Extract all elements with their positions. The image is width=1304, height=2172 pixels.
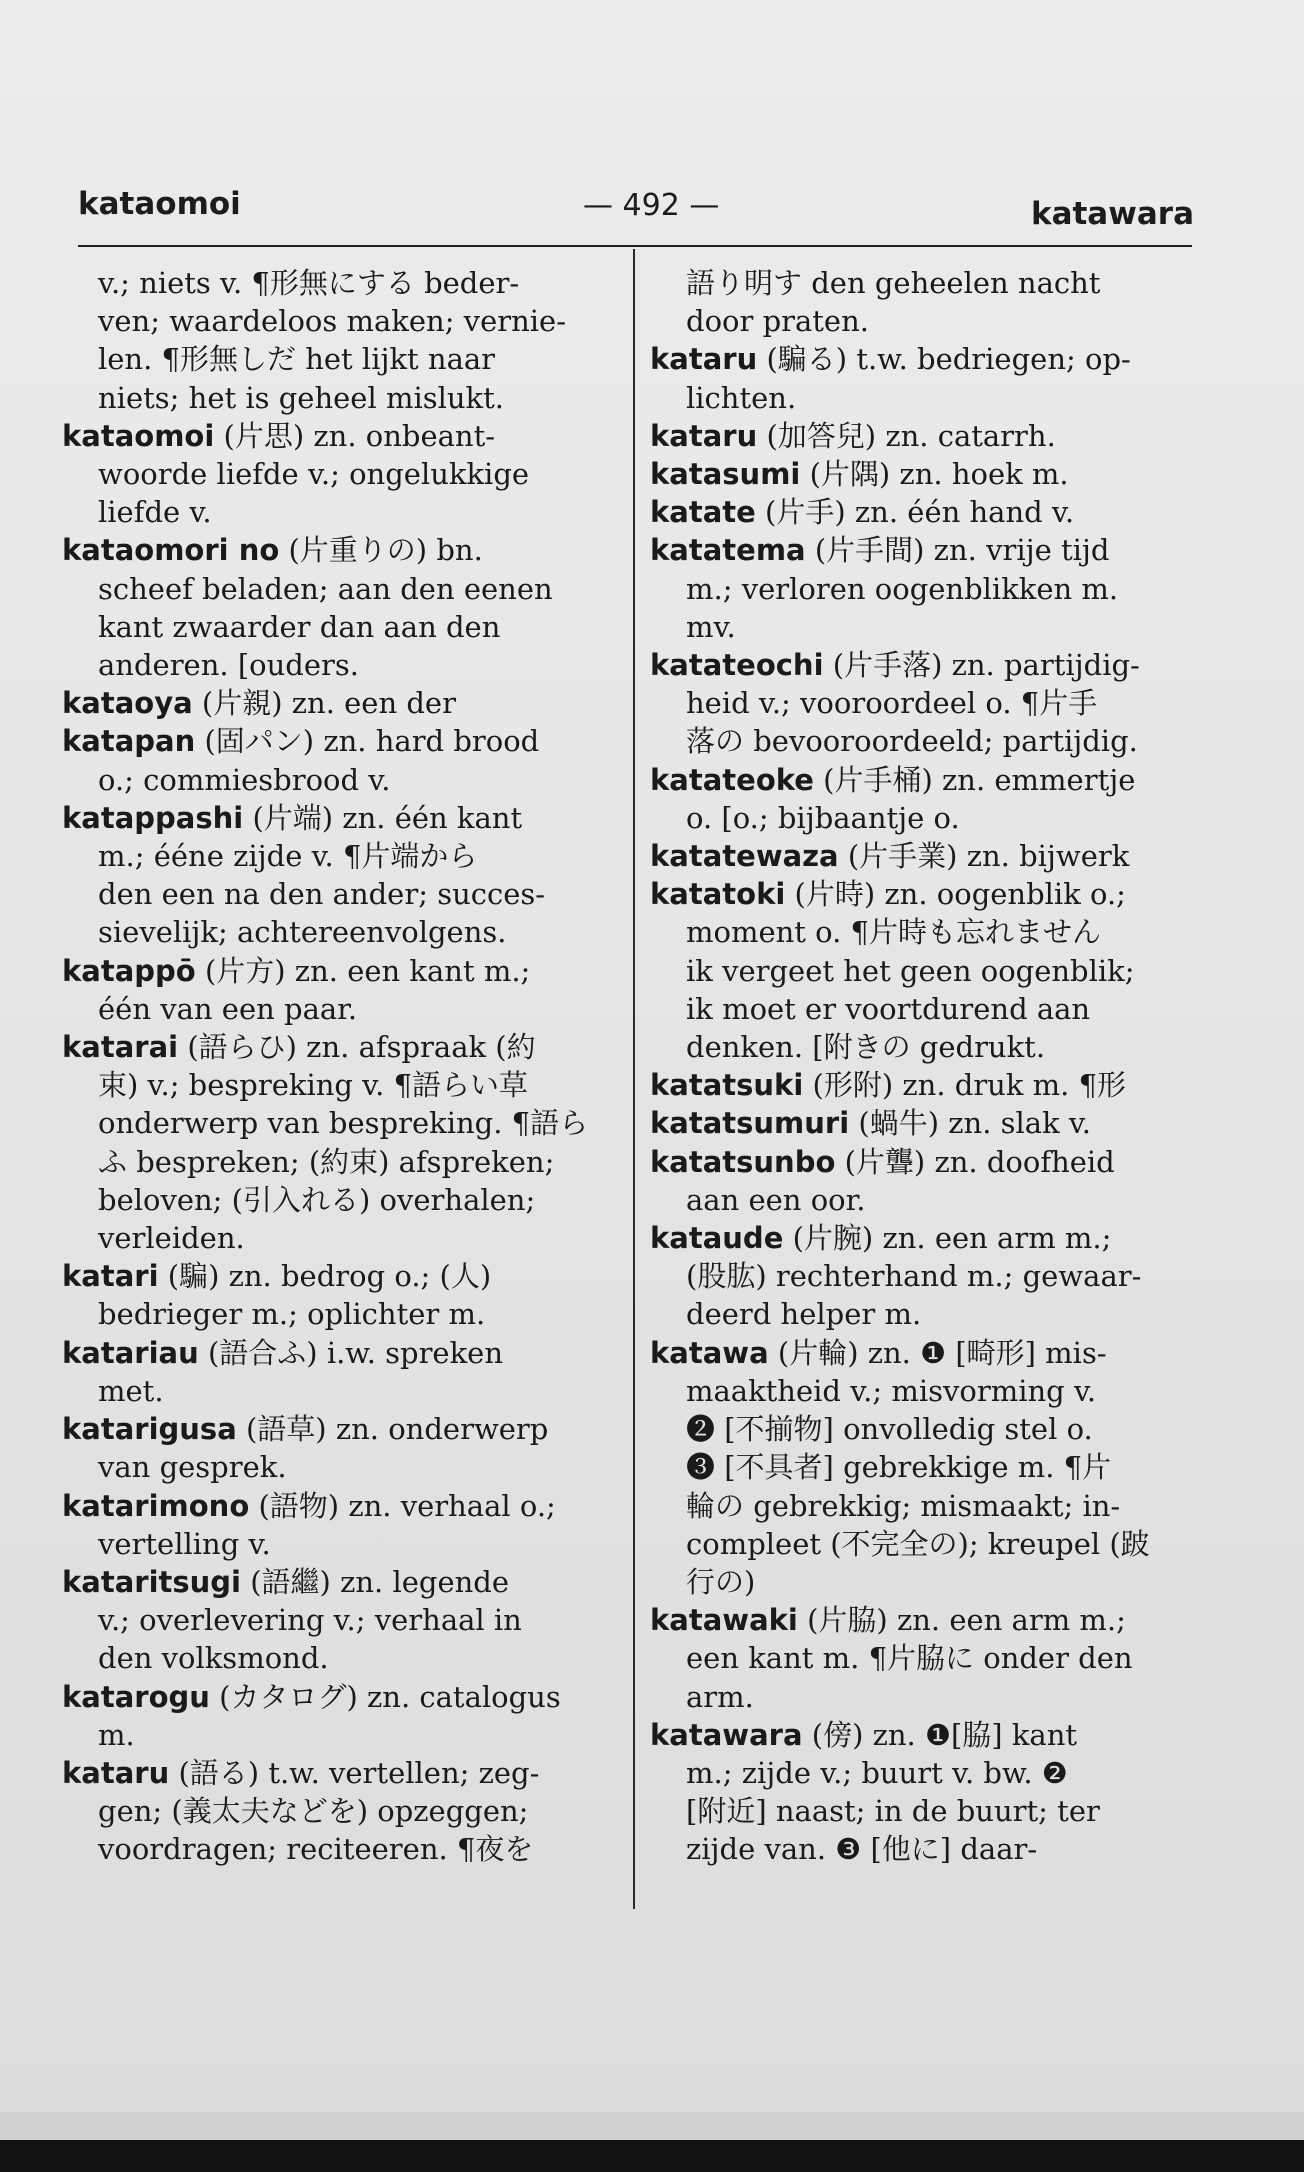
entry-text: 束) v.; bespreking v. ¶語らい草 [98, 1068, 529, 1103]
dictionary-entry [62, 1257, 614, 1333]
entry-text: m.; zijde v.; buurt v. bw. ❷ [686, 1755, 1068, 1790]
entry-text: (片手業) zn. bijwerk [838, 839, 1130, 874]
entry-headword: katappō [62, 953, 196, 988]
entry-text: o. [o.; bijbaantje o. [686, 800, 960, 835]
entry-text: 輪の gebrekkig; mismaakt; in- [686, 1488, 1121, 1523]
entry-text: (片思) zn. onbeant- [214, 418, 496, 453]
entry-line [62, 913, 614, 951]
entry-text: arm. [686, 1679, 754, 1714]
dictionary-entry [650, 1601, 1198, 1716]
entry-text: compleet (不完全の); kreupel (跛 [686, 1526, 1150, 1561]
entry-text: (片方) zn. een kant m.; [195, 953, 531, 988]
entry-line [62, 761, 614, 799]
entry-line [650, 1716, 1198, 1754]
entry-headword: katatsuki [650, 1068, 804, 1103]
entry-text: [附近] naast; in de buurt; ter [686, 1794, 1100, 1829]
entry-line [62, 1181, 614, 1219]
entry-text: o.; commiesbrood v. [98, 762, 391, 797]
entry-line [650, 1525, 1198, 1563]
entry-headword: katappashi [62, 800, 244, 835]
entry-line [62, 1448, 614, 1486]
entry-line [62, 1257, 614, 1295]
left-column [62, 264, 614, 1869]
entry-line [650, 1104, 1198, 1142]
entry-text: m.; ééne zijde v. ¶片端から [98, 839, 478, 874]
entry-text: voordragen; reciteeren. ¶夜を [98, 1832, 534, 1867]
entry-line [62, 1143, 614, 1181]
entry-line [650, 1257, 1198, 1295]
entry-line [650, 1219, 1198, 1257]
entry-headword: katawa [650, 1335, 769, 1370]
entry-headword: katate [650, 495, 756, 530]
entry-line [650, 531, 1198, 569]
dictionary-entry [650, 837, 1198, 875]
dictionary-entry [650, 1219, 1198, 1334]
entry-text: bedrieger m.; oplichter m. [98, 1297, 486, 1332]
entry-headword: katasumi [650, 457, 801, 492]
entry-text: (騙) zn. bedrog o.; (人) [158, 1259, 492, 1294]
entry-text: vertelling v. [98, 1526, 271, 1561]
entry-line [650, 608, 1198, 646]
entry-text: m. [98, 1717, 135, 1752]
header-right-headword: katawara [1030, 196, 1194, 232]
entry-line [62, 1601, 614, 1639]
entry-line [62, 1295, 614, 1333]
entry-line [650, 455, 1198, 493]
dictionary-entry [62, 417, 614, 532]
entry-line [650, 264, 1198, 302]
entry-text: heid v.; vooroordeel o. ¶片手 [686, 686, 1098, 721]
entry-line [650, 1754, 1198, 1792]
entry-text: lichten. [686, 380, 797, 415]
entry-text: liefde v. [98, 495, 212, 530]
entry-line [62, 1410, 614, 1448]
page-shadow [0, 2112, 1304, 2140]
entry-headword: katari [62, 1259, 159, 1294]
entry-line [650, 1448, 1198, 1486]
entry-text: (片親) zn. een der [192, 686, 456, 721]
entry-text: (片隅) zn. hoek m. [800, 457, 1069, 492]
entry-text: ik moet er voortdurend aan [686, 991, 1091, 1026]
entry-line [62, 302, 614, 340]
dictionary-entry [650, 646, 1198, 761]
entry-line [650, 417, 1198, 455]
dictionary-entry [650, 340, 1198, 416]
entry-line [650, 1563, 1198, 1601]
dictionary-entry [650, 1104, 1198, 1142]
page-edge [0, 2140, 1304, 2172]
dictionary-entry [62, 684, 614, 722]
dictionary-entry [62, 1334, 614, 1410]
entry-text: den een na den ander; succes- [98, 877, 546, 912]
dictionary-entry [650, 493, 1198, 531]
entry-line [62, 1334, 614, 1372]
entry-headword: katatsumuri [650, 1106, 850, 1141]
entry-line [650, 1066, 1198, 1104]
entry-line [62, 455, 614, 493]
entry-headword: katapan [62, 724, 196, 759]
entry-text: 語り明す den geheelen nacht [686, 266, 1101, 300]
entry-text: (片重りの) bn. [279, 533, 483, 568]
entry-text: (片聾) zn. doofheid [835, 1144, 1115, 1179]
entry-line [62, 417, 614, 455]
entry-headword: kataomoi [62, 418, 215, 453]
entry-text: (片腕) zn. een arm m.; [783, 1221, 1112, 1256]
dictionary-entry [62, 1028, 614, 1257]
entry-line [650, 1143, 1198, 1181]
entry-text: (加答兒) zn. catarrh. [757, 418, 1056, 453]
entry-text: (傍) zn. ❶[脇] kant [802, 1717, 1078, 1752]
entry-text: (語る) t.w. vertellen; zeg- [169, 1755, 540, 1790]
entry-line [62, 608, 614, 646]
entry-text: (固パン) zn. hard brood [195, 724, 540, 759]
entry-text: (片脇) zn. een arm m.; [797, 1603, 1126, 1638]
entry-text: (片手) zn. één hand v. [755, 495, 1075, 530]
dictionary-entry [62, 1754, 614, 1869]
entry-text: maaktheid v.; misvorming v. [686, 1373, 1097, 1408]
entry-line [650, 1410, 1198, 1448]
entry-line [62, 952, 614, 990]
entry-text: ふ bespreken; (約束) afspreken; [98, 1144, 555, 1179]
entry-text: (片輪) zn. ❶ [畸形] mis- [768, 1335, 1107, 1370]
entry-text: anderen. [ouders. [98, 648, 359, 683]
header-rule [78, 245, 1192, 247]
dictionary-entry [650, 264, 1198, 340]
entry-headword: kataoya [62, 686, 193, 721]
entry-line [650, 1830, 1198, 1868]
entry-text: sievelijk; achtereenvolgens. [98, 915, 507, 950]
entry-text: (片手桶) zn. emmertje [813, 762, 1136, 797]
header-left-headword: kataomoi [78, 186, 241, 222]
entry-headword: katatewaza [650, 839, 839, 874]
entry-line [62, 570, 614, 608]
dictionary-entry [62, 1678, 614, 1754]
entry-text: kant zwaarder dan aan den [98, 609, 501, 644]
dictionary-entry [650, 1716, 1198, 1869]
entry-headword: kataomori no [62, 533, 280, 568]
entry-headword: katariau [62, 1335, 199, 1370]
entry-line [62, 646, 614, 684]
entry-text: (片時) zn. oogenblik o.; [785, 877, 1126, 912]
entry-text: v.; niets v. ¶形無にする beder- [98, 266, 520, 300]
entry-line [650, 646, 1198, 684]
dictionary-entry [650, 761, 1198, 837]
entry-headword: kataru [62, 1755, 170, 1790]
entry-line [650, 913, 1198, 951]
entry-line [62, 1563, 614, 1601]
entry-headword: katateoke [650, 762, 814, 797]
entry-text: mv. [686, 609, 736, 644]
entry-line [650, 379, 1198, 417]
entry-headword: katarimono [62, 1488, 250, 1523]
entry-headword: katawara [650, 1717, 803, 1752]
entry-line [62, 1754, 614, 1792]
entry-text: len. ¶形無しだ het lijkt naar [98, 342, 496, 377]
dictionary-entry [650, 1066, 1198, 1104]
entry-line [650, 570, 1198, 608]
entry-text: (片端) zn. één kant [243, 800, 523, 835]
entry-text: onderwerp van bespreking. ¶語ら [98, 1106, 589, 1141]
entry-headword: kataru [650, 342, 758, 377]
entry-line [650, 1678, 1198, 1716]
entry-text: woorde liefde v.; ongelukkige [98, 457, 530, 492]
entry-headword: katarogu [62, 1679, 210, 1714]
entry-text: één van een paar. [98, 991, 358, 1026]
entry-text: (形附) zn. druk m. ¶形 [803, 1068, 1127, 1103]
entry-text: (語らひ) zn. afspraak (約 [178, 1030, 536, 1065]
entry-line [650, 722, 1198, 760]
entry-line [650, 837, 1198, 875]
dictionary-entry [62, 1410, 614, 1486]
entry-line [650, 990, 1198, 1028]
entry-line [650, 1601, 1198, 1639]
entry-headword: kataru [650, 418, 758, 453]
right-column [650, 264, 1198, 1869]
entry-headword: kataritsugi [62, 1564, 241, 1599]
entry-text: ik vergeet het geen oogenblik; [686, 953, 1135, 988]
entry-headword: katarigusa [62, 1412, 237, 1447]
dictionary-entry [62, 952, 614, 1028]
dictionary-entry [62, 264, 614, 417]
entry-line [62, 264, 614, 302]
dictionary-entry [62, 799, 614, 952]
entry-text: een kant m. ¶片脇に onder den [686, 1641, 1133, 1676]
entry-line [62, 1219, 614, 1257]
page-header [78, 186, 1194, 230]
entry-line [650, 684, 1198, 722]
entry-line [650, 1639, 1198, 1677]
entry-text: van gesprek. [98, 1450, 287, 1485]
entry-text: (語物) zn. verhaal o.; [249, 1488, 556, 1523]
entry-headword: katawaki [650, 1603, 798, 1638]
dictionary-entry [650, 875, 1198, 1066]
entry-text: aan een oor. [686, 1182, 866, 1217]
entry-headword: katarai [62, 1030, 179, 1065]
entry-text: (股肱) rechterhand m.; gewaar- [686, 1259, 1142, 1294]
entry-text: deerd helper m. [686, 1297, 922, 1332]
entry-line [650, 1028, 1198, 1066]
entry-line [650, 340, 1198, 378]
column-divider [633, 249, 635, 1909]
entry-line [650, 493, 1198, 531]
dictionary-entry [62, 1487, 614, 1563]
entry-line [62, 1372, 614, 1410]
entry-text: door praten. [686, 304, 869, 339]
entry-line [62, 1792, 614, 1830]
entry-line [62, 684, 614, 722]
entry-text: gen; (義太夫などを) opzeggen; [98, 1794, 529, 1829]
entry-text: 行の) [686, 1564, 756, 1599]
entry-text: 落の bevooroordeeld; partijdig. [686, 724, 1138, 759]
entry-text: niets; het is geheel mislukt. [98, 380, 504, 415]
dictionary-entry [650, 1334, 1198, 1601]
entry-headword: katatsunbo [650, 1144, 836, 1179]
entry-line [62, 1525, 614, 1563]
entry-text: beloven; (引入れる) overhalen; [98, 1182, 536, 1217]
entry-line [650, 875, 1198, 913]
entry-text: denken. [附きの gedrukt. [686, 1030, 1046, 1065]
entry-line [650, 1334, 1198, 1372]
entry-line [650, 1792, 1198, 1830]
entry-text: (騙る) t.w. bedriegen; op- [757, 342, 1131, 377]
entry-text: (片手落) zn. partijdig- [823, 648, 1140, 683]
entry-text: verleiden. [98, 1221, 245, 1256]
entry-line [650, 302, 1198, 340]
entry-headword: katatema [650, 533, 806, 568]
entry-headword: katateochi [650, 648, 824, 683]
entry-line [62, 1716, 614, 1754]
entry-line [62, 1830, 614, 1868]
entry-line [62, 493, 614, 531]
entry-line [650, 799, 1198, 837]
entry-line [62, 1487, 614, 1525]
dictionary-entry [650, 417, 1198, 455]
entry-text: moment o. ¶片時も忘れません [686, 915, 1102, 950]
entry-text: ven; waardeloos maken; vernie- [98, 304, 567, 339]
entry-text: (語草) zn. onderwerp [236, 1412, 549, 1447]
entry-text: den volksmond. [98, 1641, 329, 1676]
entry-line [62, 1028, 614, 1066]
entry-text: m.; verloren oogenblikken m. [686, 571, 1119, 606]
entry-text: (蝸牛) zn. slak v. [849, 1106, 1092, 1141]
entry-line [62, 340, 614, 378]
entry-line [650, 1181, 1198, 1219]
entry-line [62, 722, 614, 760]
entry-text: scheef beladen; aan den eenen [98, 571, 553, 606]
entry-headword: katatoki [650, 877, 786, 912]
entry-text: (語繼) zn. legende [241, 1564, 510, 1599]
entry-line [62, 379, 614, 417]
entry-line [62, 1066, 614, 1104]
entry-text: zijde van. ❸ [他に] daar- [686, 1832, 1038, 1867]
entry-headword: kataude [650, 1221, 784, 1256]
entry-text: met. [98, 1373, 164, 1408]
page-number: — 492 — [583, 188, 720, 223]
dictionary-entry [62, 531, 614, 684]
dictionary-entry [650, 455, 1198, 493]
entry-text: ❷ [不揃物] onvolledig stel o. [686, 1412, 1093, 1447]
entry-line [650, 1295, 1198, 1333]
entry-text: (語合ふ) i.w. spreken [198, 1335, 504, 1370]
entry-text: (カタログ) zn. catalogus [209, 1679, 561, 1714]
entry-line [650, 761, 1198, 799]
entry-line [62, 799, 614, 837]
entry-line [62, 1104, 614, 1142]
entry-line [62, 875, 614, 913]
entry-line [62, 837, 614, 875]
entry-text: ❸ [不具者] gebrekkige m. ¶片 [686, 1450, 1112, 1485]
entry-line [650, 1487, 1198, 1525]
entry-line [62, 990, 614, 1028]
entry-line [62, 531, 614, 569]
entry-line [62, 1639, 614, 1677]
entry-text: v.; overlevering v.; verhaal in [98, 1603, 522, 1638]
dictionary-entry [650, 1143, 1198, 1219]
dictionary-entry [650, 531, 1198, 646]
entry-line [650, 952, 1198, 990]
entry-line [650, 1372, 1198, 1410]
entry-text: (片手間) zn. vrije tijd [805, 533, 1110, 568]
entry-line [62, 1678, 614, 1716]
dictionary-entry [62, 722, 614, 798]
dictionary-entry [62, 1563, 614, 1678]
